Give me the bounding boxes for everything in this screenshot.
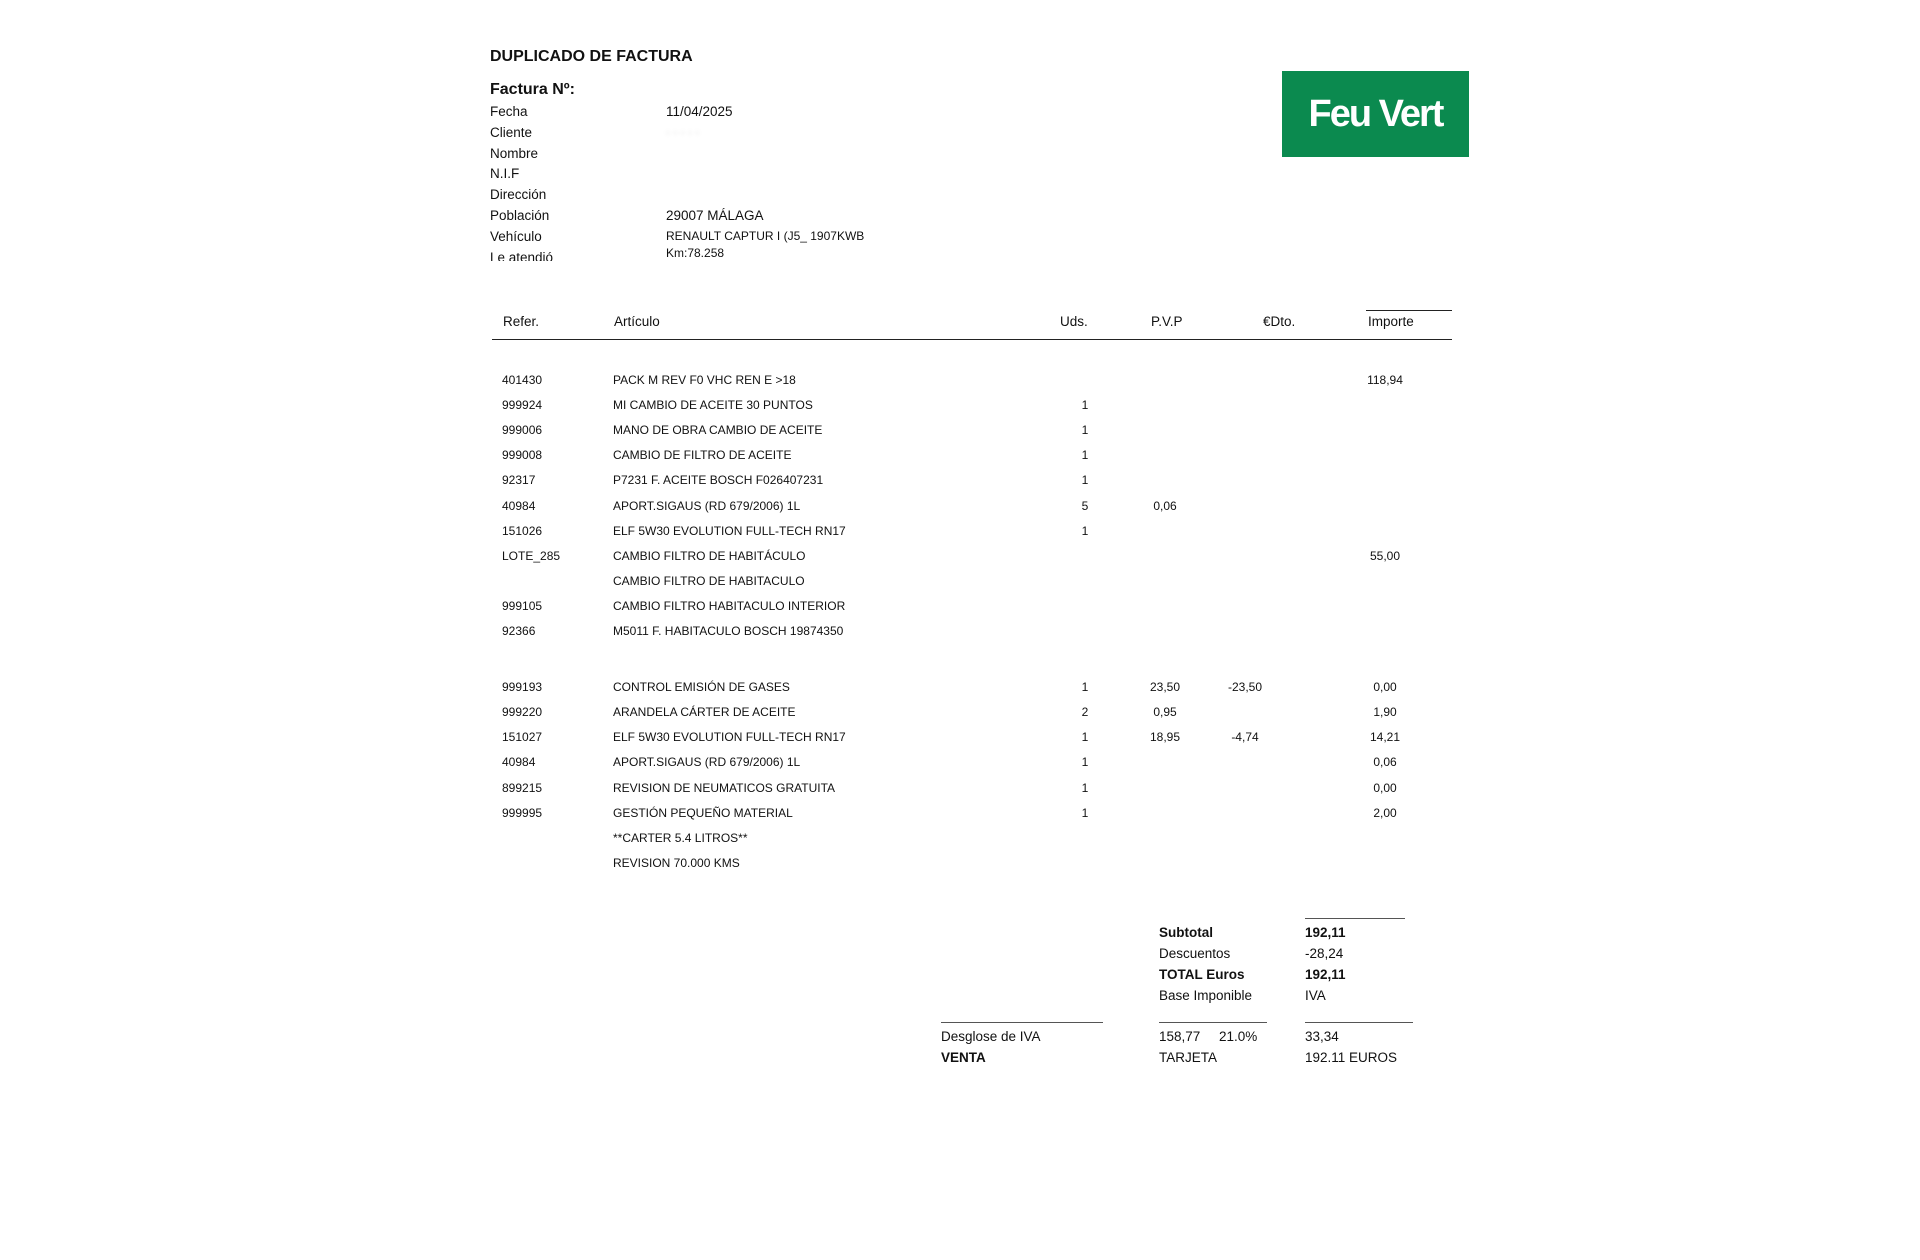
cell-uds: 1 bbox=[1081, 805, 1089, 820]
poblacion-label: Población bbox=[490, 208, 550, 223]
subtotal-label: Subtotal bbox=[1159, 925, 1213, 940]
iva-value: 33,34 bbox=[1305, 1029, 1339, 1044]
header-importe: Importe bbox=[1368, 314, 1414, 329]
table-row bbox=[0, 755, 1920, 775]
nif-label: N.I.F bbox=[490, 166, 520, 181]
cell-imp: 2,00 bbox=[1373, 805, 1397, 820]
vehiculo-label: Vehículo bbox=[490, 229, 542, 244]
cell-uds: 1 bbox=[1081, 523, 1089, 538]
cell-art: P7231 F. ACEITE BOSCH F026407231 bbox=[613, 473, 824, 488]
cell-uds: 1 bbox=[1081, 730, 1089, 745]
table-row bbox=[0, 549, 1920, 569]
cell-imp: 1,90 bbox=[1373, 705, 1397, 720]
base-rule bbox=[1159, 1022, 1267, 1023]
cell-dto: -23,50 bbox=[1227, 680, 1263, 695]
cell-ref: 999105 bbox=[502, 598, 543, 613]
nombre-label: Nombre bbox=[490, 146, 539, 161]
cell-imp: 0,00 bbox=[1373, 780, 1397, 795]
cell-art: CAMBIO FILTRO DE HABITÁCULO bbox=[613, 548, 806, 563]
invoice-number-label: Factura Nº: bbox=[490, 81, 575, 98]
table-row bbox=[0, 448, 1920, 468]
cell-uds: 1 bbox=[1081, 780, 1089, 795]
document-title: DUPLICADO DE FACTURA bbox=[490, 48, 693, 65]
vehiculo-value: RENAULT CAPTUR I (J5_ 1907KWB bbox=[666, 229, 865, 243]
cell-uds: 1 bbox=[1081, 473, 1089, 488]
cell-ref: 999924 bbox=[502, 398, 543, 413]
cell-art: REVISION DE NEUMATICOS GRATUITA bbox=[613, 780, 836, 795]
table-row bbox=[0, 781, 1920, 801]
cell-pvp: 23,50 bbox=[1149, 680, 1181, 695]
cliente-label: Cliente bbox=[490, 125, 533, 140]
cell-art: **CARTER 5.4 LITROS** bbox=[613, 830, 748, 845]
fecha-label: Fecha bbox=[490, 104, 528, 119]
venta-label: VENTA bbox=[941, 1050, 986, 1065]
total-value: 192,11 bbox=[1305, 967, 1346, 982]
cell-uds: 5 bbox=[1081, 498, 1089, 513]
km-value: Km:78.258 bbox=[666, 246, 725, 260]
cell-uds: 2 bbox=[1081, 705, 1089, 720]
cell-ref: 899215 bbox=[502, 780, 543, 795]
cell-ref: 999995 bbox=[502, 805, 543, 820]
totals-top-rule bbox=[1305, 918, 1405, 919]
cell-ref: 999193 bbox=[502, 680, 543, 695]
cell-art: CAMBIO FILTRO DE HABITACULO bbox=[613, 573, 805, 588]
iva-rule bbox=[1305, 1022, 1413, 1023]
cliente-value: · · · · · bbox=[666, 125, 700, 139]
table-row bbox=[0, 856, 1920, 876]
table-row bbox=[0, 398, 1920, 418]
direccion-label: Dirección bbox=[490, 187, 547, 202]
cell-art: ELF 5W30 EVOLUTION FULL-TECH RN17 bbox=[613, 730, 846, 745]
subtotal-value: 192,11 bbox=[1305, 925, 1346, 940]
cell-uds: 1 bbox=[1081, 448, 1089, 463]
table-row bbox=[0, 806, 1920, 826]
header-dto: €Dto. bbox=[1263, 314, 1296, 329]
table-row bbox=[0, 473, 1920, 493]
cell-art: ARANDELA CÁRTER DE ACEITE bbox=[613, 705, 796, 720]
cell-ref: 999220 bbox=[502, 705, 543, 720]
cell-uds: 1 bbox=[1081, 680, 1089, 695]
payment-method: TARJETA bbox=[1159, 1050, 1218, 1065]
cell-uds: 1 bbox=[1081, 755, 1089, 770]
cell-art: APORT.SIGAUS (RD 679/2006) 1L bbox=[613, 755, 801, 770]
table-row bbox=[0, 574, 1920, 594]
cell-art: GESTIÓN PEQUEÑO MATERIAL bbox=[613, 805, 793, 820]
cell-ref: 40984 bbox=[502, 755, 536, 770]
cell-art: REVISION 70.000 KMS bbox=[613, 855, 740, 870]
importe-header-rule bbox=[1366, 310, 1452, 311]
iva-rate: 21.0% bbox=[1219, 1029, 1258, 1044]
desglose-iva-label: Desglose de IVA bbox=[941, 1029, 1041, 1044]
table-row bbox=[0, 373, 1920, 393]
cell-ref: 151027 bbox=[502, 730, 543, 745]
cell-ref: 999008 bbox=[502, 448, 543, 463]
fecha-value: 11/04/2025 bbox=[666, 104, 733, 119]
table-row bbox=[0, 705, 1920, 725]
payment-amount: 192.11 EUROS bbox=[1305, 1050, 1398, 1065]
header-ref: Refer. bbox=[503, 314, 540, 329]
base-imponible-value: 158,77 bbox=[1159, 1029, 1201, 1044]
cell-art: CONTROL EMISIÓN DE GASES bbox=[613, 680, 790, 695]
header-uds: Uds. bbox=[1060, 314, 1088, 329]
cell-ref: 401430 bbox=[502, 373, 543, 387]
cell-imp: 0,06 bbox=[1373, 755, 1397, 770]
header-articulo: Artículo bbox=[614, 314, 660, 329]
cell-pvp: 0,06 bbox=[1153, 498, 1177, 513]
cell-art: MI CAMBIO DE ACEITE 30 PUNTOS bbox=[613, 398, 813, 413]
customer-info-block bbox=[480, 104, 980, 261]
cell-uds: 1 bbox=[1081, 423, 1089, 438]
cell-art: PACK M REV F0 VHC REN E >18 bbox=[613, 373, 796, 387]
table-row bbox=[0, 499, 1920, 519]
cell-imp: 118,94 bbox=[1367, 373, 1403, 387]
total-label: TOTAL Euros bbox=[1159, 967, 1245, 982]
cell-ref: 92366 bbox=[502, 624, 536, 638]
atendio-label: Le atendió bbox=[490, 250, 554, 261]
cell-imp: 55,00 bbox=[1369, 548, 1401, 563]
cell-ref: LOTE_285 bbox=[502, 548, 561, 563]
cell-ref: 92317 bbox=[502, 473, 536, 488]
table-row bbox=[0, 831, 1920, 851]
cell-ref: 999006 bbox=[502, 423, 543, 438]
cell-dto: -4,74 bbox=[1231, 730, 1259, 745]
cell-ref: 40984 bbox=[502, 498, 536, 513]
cell-art: MANO DE OBRA CAMBIO DE ACEITE bbox=[613, 423, 823, 438]
cell-ref: 151026 bbox=[502, 523, 543, 538]
table-row bbox=[0, 599, 1920, 619]
cell-imp: 14,21 bbox=[1369, 730, 1401, 745]
table-row bbox=[0, 524, 1920, 544]
table-row bbox=[0, 624, 1920, 644]
cell-pvp: 18,95 bbox=[1149, 730, 1181, 745]
descuentos-label: Descuentos bbox=[1159, 946, 1231, 961]
cell-art: APORT.SIGAUS (RD 679/2006) 1L bbox=[613, 498, 801, 513]
table-row bbox=[0, 730, 1920, 750]
feu-vert-logo: Feu Vert bbox=[1282, 71, 1469, 157]
base-imponible-label: Base Imponible bbox=[1159, 988, 1253, 1003]
descuentos-value: -28,24 bbox=[1305, 946, 1344, 961]
cell-pvp: 0,95 bbox=[1153, 705, 1177, 720]
cell-art: CAMBIO FILTRO HABITACULO INTERIOR bbox=[613, 598, 846, 613]
cell-art: CAMBIO DE FILTRO DE ACEITE bbox=[613, 448, 792, 463]
cell-art: M5011 F. HABITACULO BOSCH 19874350 bbox=[613, 624, 844, 638]
header-pvp: P.V.P bbox=[1151, 314, 1183, 329]
poblacion-value: 29007 MÁLAGA bbox=[666, 208, 764, 223]
table-row bbox=[0, 423, 1920, 443]
table-row bbox=[0, 680, 1920, 700]
desglose-rule bbox=[941, 1022, 1103, 1023]
header-bottom-rule bbox=[492, 339, 1452, 340]
cell-imp: 0,00 bbox=[1373, 680, 1397, 695]
cell-uds: 1 bbox=[1081, 398, 1089, 413]
cell-art: ELF 5W30 EVOLUTION FULL-TECH RN17 bbox=[613, 523, 846, 538]
iva-label: IVA bbox=[1305, 988, 1326, 1003]
